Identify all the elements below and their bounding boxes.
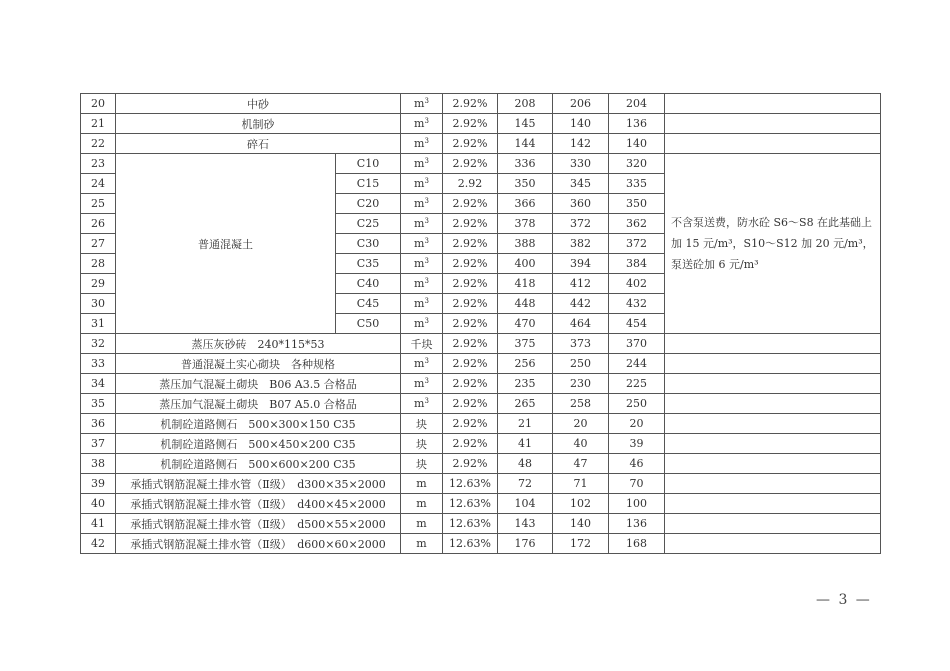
price-cell: 336 <box>498 154 553 174</box>
rate-cell: 2.92% <box>443 114 498 134</box>
material-name: 碎石 <box>116 134 401 154</box>
rate-cell: 2.92% <box>443 414 498 434</box>
table-row <box>81 514 881 534</box>
unit-cell <box>401 114 443 134</box>
unit-cell <box>401 414 443 434</box>
price-cell: 72 <box>498 474 553 494</box>
concrete-grade: C35 <box>336 254 401 274</box>
unit-text: m <box>414 97 425 110</box>
rate-cell: 2.92% <box>443 434 498 454</box>
price-cell: 442 <box>553 294 609 314</box>
row-number: 39 <box>81 474 116 494</box>
rate-cell: 2.92% <box>443 194 498 214</box>
price-cell: 168 <box>609 534 665 554</box>
rate-cell: 12.63% <box>443 534 498 554</box>
unit-text: m <box>416 477 427 490</box>
row-number: 32 <box>81 334 116 354</box>
unit-cell <box>401 174 443 194</box>
price-cell: 400 <box>498 254 553 274</box>
row-number: 40 <box>81 494 116 514</box>
table-row <box>81 534 881 554</box>
unit-cell <box>401 94 443 114</box>
price-table <box>80 93 881 554</box>
unit-text: 块 <box>416 457 427 471</box>
remark-cell <box>665 514 881 534</box>
concrete-grade: C20 <box>336 194 401 214</box>
unit-superscript: 3 <box>424 97 429 105</box>
unit-text: m <box>414 137 425 150</box>
unit-cell <box>401 334 443 354</box>
price-cell: 265 <box>498 394 553 414</box>
unit-text: m <box>414 297 425 310</box>
row-number: 25 <box>81 194 116 214</box>
unit-text: m <box>414 197 425 210</box>
material-name: 机制砂 <box>116 114 401 134</box>
remark-cell <box>665 334 881 354</box>
table-row <box>81 94 881 114</box>
unit-text: m <box>414 397 425 410</box>
unit-superscript: 3 <box>424 257 429 265</box>
price-cell: 382 <box>553 234 609 254</box>
price-cell: 140 <box>609 134 665 154</box>
price-cell: 454 <box>609 314 665 334</box>
price-cell: 136 <box>609 114 665 134</box>
price-cell: 70 <box>609 474 665 494</box>
concrete-name: 普通混凝土 <box>116 154 336 334</box>
price-cell: 140 <box>553 114 609 134</box>
page-number: — 3 — <box>816 592 872 608</box>
rate-cell: 2.92% <box>443 134 498 154</box>
concrete-grade: C15 <box>336 174 401 194</box>
price-cell: 144 <box>498 134 553 154</box>
price-cell: 206 <box>553 94 609 114</box>
remark-cell <box>665 434 881 454</box>
rate-cell: 2.92% <box>443 94 498 114</box>
material-name: 蒸压加气混凝土砌块 B06 A3.5 合格品 <box>116 374 401 394</box>
row-number: 20 <box>81 94 116 114</box>
price-cell: 204 <box>609 94 665 114</box>
remark-cell <box>665 454 881 474</box>
table-row <box>81 334 881 354</box>
price-cell: 448 <box>498 294 553 314</box>
material-name: 承插式钢筋混凝土排水管（Ⅱ级） d400×45×2000 <box>116 494 401 514</box>
rate-cell: 2.92% <box>443 154 498 174</box>
remark-cell <box>665 354 881 374</box>
row-number: 23 <box>81 154 116 174</box>
rate-cell: 2.92% <box>443 374 498 394</box>
row-number: 35 <box>81 394 116 414</box>
remark-cell <box>665 94 881 114</box>
unit-superscript: 3 <box>424 377 429 385</box>
unit-superscript: 3 <box>424 137 429 145</box>
unit-text: m <box>414 117 425 130</box>
price-cell: 432 <box>609 294 665 314</box>
remark-cell <box>665 134 881 154</box>
concrete-grade: C10 <box>336 154 401 174</box>
price-cell: 258 <box>553 394 609 414</box>
remark-cell <box>665 534 881 554</box>
price-cell: 366 <box>498 194 553 214</box>
rate-cell: 12.63% <box>443 494 498 514</box>
price-cell: 142 <box>553 134 609 154</box>
price-cell: 378 <box>498 214 553 234</box>
price-cell: 39 <box>609 434 665 454</box>
row-number: 24 <box>81 174 116 194</box>
material-name: 机制砼道路侧石 500×600×200 C35 <box>116 454 401 474</box>
rate-cell: 2.92% <box>443 354 498 374</box>
concrete-grade: C25 <box>336 214 401 234</box>
unit-cell <box>401 194 443 214</box>
row-number: 21 <box>81 114 116 134</box>
price-cell: 104 <box>498 494 553 514</box>
row-number: 28 <box>81 254 116 274</box>
price-cell: 172 <box>553 534 609 554</box>
row-number: 37 <box>81 434 116 454</box>
unit-superscript: 3 <box>424 297 429 305</box>
price-cell: 47 <box>553 454 609 474</box>
price-cell: 350 <box>609 194 665 214</box>
row-number: 26 <box>81 214 116 234</box>
row-number: 33 <box>81 354 116 374</box>
table-row <box>81 394 881 414</box>
material-name: 普通混凝土实心砌块 各种规格 <box>116 354 401 374</box>
concrete-note: 不含泵送费，防水砼 S6～S8 在此基础上加 15 元/m³，S10～S12 加 20 元/m³，泵送砼加 6 元/m³ <box>665 154 881 334</box>
price-cell: 464 <box>553 314 609 334</box>
unit-cell <box>401 454 443 474</box>
unit-text: m <box>414 277 425 290</box>
price-cell: 21 <box>498 414 553 434</box>
remark-cell <box>665 494 881 514</box>
concrete-grade: C45 <box>336 294 401 314</box>
price-cell: 143 <box>498 514 553 534</box>
price-cell: 46 <box>609 454 665 474</box>
price-cell: 370 <box>609 334 665 354</box>
unit-superscript: 3 <box>424 397 429 405</box>
unit-text: m <box>414 317 425 330</box>
remark-cell <box>665 394 881 414</box>
rate-cell: 2.92% <box>443 454 498 474</box>
table-row <box>81 354 881 374</box>
unit-cell <box>401 494 443 514</box>
material-name: 蒸压灰砂砖 240*115*53 <box>116 334 401 354</box>
price-cell: 470 <box>498 314 553 334</box>
row-number: 38 <box>81 454 116 474</box>
unit-superscript: 3 <box>424 317 429 325</box>
unit-text: m <box>414 237 425 250</box>
row-number: 31 <box>81 314 116 334</box>
price-cell: 20 <box>609 414 665 434</box>
price-cell: 373 <box>553 334 609 354</box>
concrete-grade: C40 <box>336 274 401 294</box>
material-name: 中砂 <box>116 94 401 114</box>
price-cell: 345 <box>553 174 609 194</box>
price-cell: 244 <box>609 354 665 374</box>
price-cell: 335 <box>609 174 665 194</box>
unit-superscript: 3 <box>424 157 429 165</box>
price-cell: 362 <box>609 214 665 234</box>
price-cell: 256 <box>498 354 553 374</box>
unit-cell <box>401 134 443 154</box>
material-name: 承插式钢筋混凝土排水管（Ⅱ级） d500×55×2000 <box>116 514 401 534</box>
table-row <box>81 114 881 134</box>
row-number: 42 <box>81 534 116 554</box>
row-number: 41 <box>81 514 116 534</box>
price-cell: 48 <box>498 454 553 474</box>
price-cell: 40 <box>553 434 609 454</box>
unit-superscript: 3 <box>424 357 429 365</box>
row-number: 34 <box>81 374 116 394</box>
rate-cell: 2.92% <box>443 234 498 254</box>
unit-cell <box>401 274 443 294</box>
table-row <box>81 154 881 174</box>
row-number: 27 <box>81 234 116 254</box>
rate-cell: 2.92% <box>443 394 498 414</box>
unit-text: 块 <box>416 417 427 431</box>
unit-text: m <box>416 537 427 550</box>
unit-superscript: 3 <box>424 117 429 125</box>
price-cell: 250 <box>553 354 609 374</box>
table-row <box>81 374 881 394</box>
price-cell: 375 <box>498 334 553 354</box>
remark-cell <box>665 374 881 394</box>
unit-superscript: 3 <box>424 217 429 225</box>
unit-text: m <box>414 217 425 230</box>
price-cell: 320 <box>609 154 665 174</box>
rate-cell: 12.63% <box>443 474 498 494</box>
unit-cell <box>401 234 443 254</box>
price-cell: 235 <box>498 374 553 394</box>
unit-text: m <box>414 157 425 170</box>
unit-cell <box>401 314 443 334</box>
unit-cell <box>401 154 443 174</box>
price-cell: 360 <box>553 194 609 214</box>
table-row <box>81 474 881 494</box>
price-cell: 412 <box>553 274 609 294</box>
price-cell: 136 <box>609 514 665 534</box>
material-name: 蒸压加气混凝土砌块 B07 A5.0 合格品 <box>116 394 401 414</box>
price-cell: 20 <box>553 414 609 434</box>
remark-cell <box>665 114 881 134</box>
unit-text: m <box>416 497 427 510</box>
unit-text: m <box>414 257 425 270</box>
concrete-grade: C30 <box>336 234 401 254</box>
material-name: 承插式钢筋混凝土排水管（Ⅱ级） d600×60×2000 <box>116 534 401 554</box>
price-cell: 145 <box>498 114 553 134</box>
remark-cell <box>665 474 881 494</box>
unit-superscript: 3 <box>424 237 429 245</box>
unit-text: m <box>414 377 425 390</box>
price-cell: 102 <box>553 494 609 514</box>
unit-text: 千块 <box>410 337 433 351</box>
unit-text: m <box>414 177 425 190</box>
price-cell: 100 <box>609 494 665 514</box>
price-cell: 418 <box>498 274 553 294</box>
price-cell: 384 <box>609 254 665 274</box>
row-number: 22 <box>81 134 116 154</box>
row-number: 30 <box>81 294 116 314</box>
unit-superscript: 3 <box>424 177 429 185</box>
price-cell: 225 <box>609 374 665 394</box>
price-cell: 208 <box>498 94 553 114</box>
row-number: 36 <box>81 414 116 434</box>
unit-cell <box>401 214 443 234</box>
unit-superscript: 3 <box>424 277 429 285</box>
rate-cell: 2.92% <box>443 214 498 234</box>
unit-cell <box>401 534 443 554</box>
concrete-grade: C50 <box>336 314 401 334</box>
price-cell: 330 <box>553 154 609 174</box>
price-cell: 388 <box>498 234 553 254</box>
price-cell: 140 <box>553 514 609 534</box>
table-row <box>81 134 881 154</box>
unit-superscript: 3 <box>424 197 429 205</box>
price-cell: 350 <box>498 174 553 194</box>
rate-cell: 2.92% <box>443 274 498 294</box>
remark-cell <box>665 414 881 434</box>
price-cell: 176 <box>498 534 553 554</box>
unit-cell <box>401 354 443 374</box>
material-name: 机制砼道路侧石 500×300×150 C35 <box>116 414 401 434</box>
unit-cell <box>401 254 443 274</box>
price-cell: 372 <box>553 214 609 234</box>
price-cell: 372 <box>609 234 665 254</box>
unit-cell <box>401 434 443 454</box>
rate-cell: 2.92% <box>443 254 498 274</box>
price-cell: 230 <box>553 374 609 394</box>
table-row <box>81 494 881 514</box>
price-cell: 41 <box>498 434 553 454</box>
unit-text: m <box>416 517 427 530</box>
price-cell: 394 <box>553 254 609 274</box>
unit-cell <box>401 514 443 534</box>
rate-cell: 2.92 <box>443 174 498 194</box>
unit-cell <box>401 294 443 314</box>
rate-cell: 2.92% <box>443 294 498 314</box>
table-row <box>81 434 881 454</box>
rate-cell: 2.92% <box>443 314 498 334</box>
material-name: 承插式钢筋混凝土排水管（Ⅱ级） d300×35×2000 <box>116 474 401 494</box>
unit-text: m <box>414 357 425 370</box>
price-cell: 250 <box>609 394 665 414</box>
unit-cell <box>401 474 443 494</box>
rate-cell: 12.63% <box>443 514 498 534</box>
table-row <box>81 414 881 434</box>
unit-cell <box>401 374 443 394</box>
rate-cell: 2.92% <box>443 334 498 354</box>
material-name: 机制砼道路侧石 500×450×200 C35 <box>116 434 401 454</box>
unit-text: 块 <box>416 437 427 451</box>
price-cell: 71 <box>553 474 609 494</box>
price-cell: 402 <box>609 274 665 294</box>
unit-cell <box>401 394 443 414</box>
table-row <box>81 454 881 474</box>
row-number: 29 <box>81 274 116 294</box>
